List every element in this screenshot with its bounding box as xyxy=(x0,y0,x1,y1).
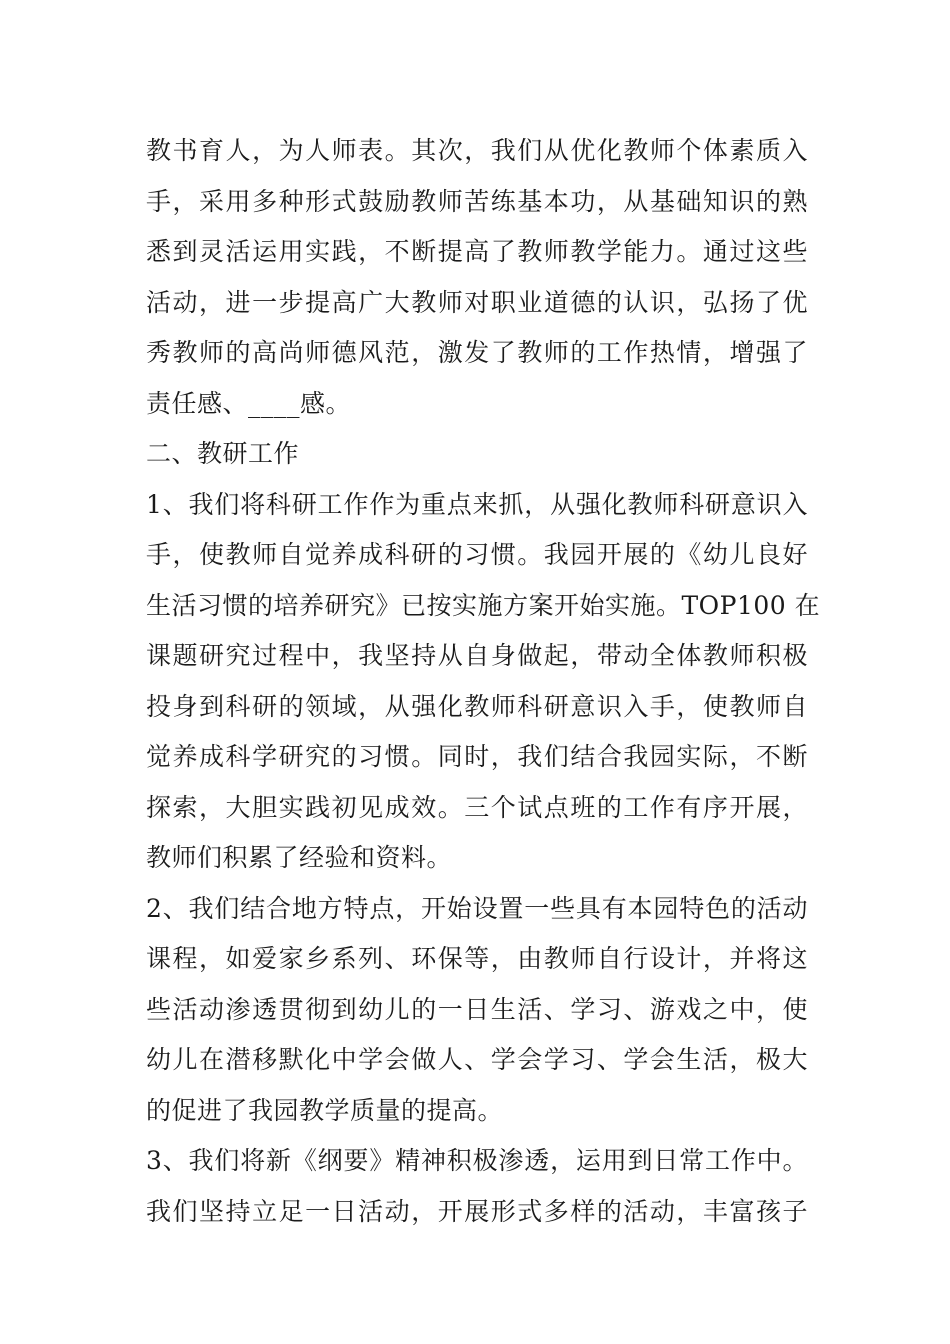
body-line: 投身到科研的领域，从强化教师科研意识入手，使教师自 xyxy=(146,691,808,721)
section-heading: 二、教研工作 xyxy=(146,439,300,468)
body-line: 手，采用多种形式鼓励教师苦练基本功，从基础知识的熟 xyxy=(146,186,808,216)
body-line: 些活动渗透贯彻到幼儿的一日生活、学习、游戏之中，使 xyxy=(146,994,808,1024)
body-line: 觉养成科学研究的习惯。同时，我们结合我园实际，不断 xyxy=(146,742,808,771)
body-line: 教师们积累了经验和资料。 xyxy=(146,843,453,872)
body-line: 教书育人，为人师表。其次，我们从优化教师个体素质入 xyxy=(146,136,808,165)
body-line: 我们坚持立足一日活动，开展形式多样的活动，丰富孩子 xyxy=(146,1196,808,1226)
body-line: 幼儿在潜移默化中学会做人、学会学习、学会生活，极大 xyxy=(146,1045,808,1074)
body-line: 活动，进一步提高广大教师对职业道德的认识，弘扬了优 xyxy=(146,287,808,317)
body-line: 课程，如爱家乡系列、环保等，由教师自行设计，并将这 xyxy=(146,944,808,973)
body-line: 生活习惯的培养研究》已按实施方案开始实施。TOP100 在 xyxy=(146,590,821,620)
document-body xyxy=(146,126,821,1237)
body-line: 3、我们将新《纲要》精神积极渗透，运用到日常工作中。 xyxy=(146,1146,808,1175)
body-line: 责任感、____感。 xyxy=(146,388,352,418)
body-line: 手，使教师自觉养成科研的习惯。我园开展的《幼儿良好 xyxy=(146,540,808,569)
body-line: 课题研究过程中，我坚持从自身做起，带动全体教师积极 xyxy=(146,641,808,670)
body-line: 探索，大胆实践初见成效。三个试点班的工作有序开展， xyxy=(146,792,808,822)
body-line: 1、我们将科研工作作为重点来抓，从强化教师科研意识入 xyxy=(146,489,808,519)
body-line: 2、我们结合地方特点，开始设置一些具有本园特色的活动 xyxy=(146,893,808,923)
body-line: 秀教师的高尚师德风范，激发了教师的工作热情，增强了 xyxy=(146,338,808,367)
body-line: 的促进了我园教学质量的提高。 xyxy=(146,1095,504,1125)
body-line: 悉到灵活运用实践，不断提高了教师教学能力。通过这些 xyxy=(146,237,808,266)
